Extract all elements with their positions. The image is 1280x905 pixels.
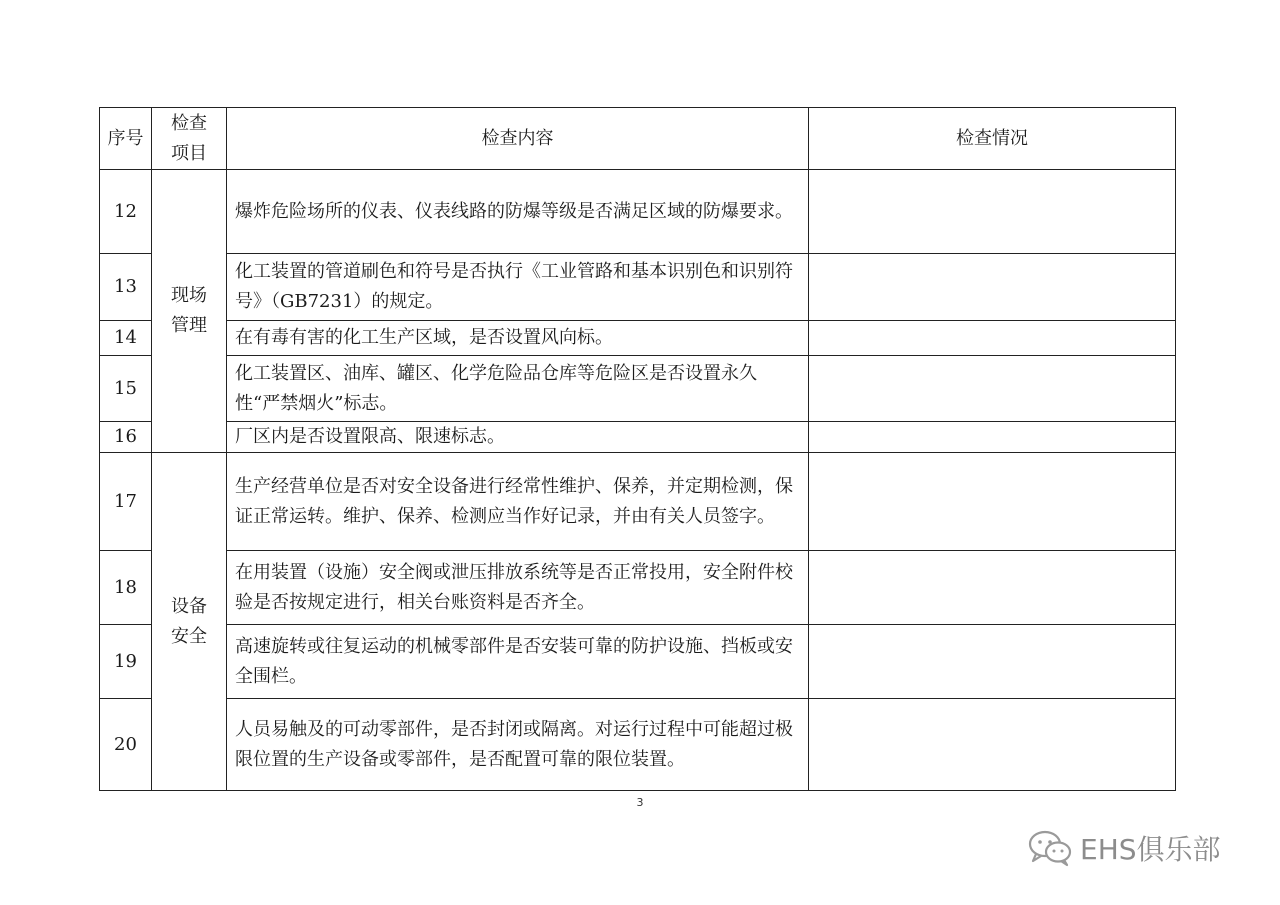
row-status <box>809 356 1176 422</box>
row-content: 爆炸危险场所的仪表、仪表线路的防爆等级是否满足区域的防爆要求。 <box>227 170 809 254</box>
row-status <box>809 453 1176 551</box>
table-row <box>100 422 1176 453</box>
row-status <box>809 170 1176 254</box>
row-status <box>809 422 1176 453</box>
row-content: 化工装置区、油库、罐区、化学危险品仓库等危险区是否设置永久性“严禁烟火”标志。 <box>227 356 809 422</box>
row-num: 15 <box>100 356 152 422</box>
wechat-icon <box>1028 829 1072 867</box>
row-content: 化工装置的管道刷色和符号是否执行《工业管路和基本识别色和识别符号》（GB7231）的规定。 <box>227 254 809 321</box>
header-num: 序号 <box>100 108 152 170</box>
table-row <box>100 699 1176 791</box>
watermark-text: EHS俱乐部 <box>1080 833 1221 866</box>
table-row <box>100 356 1176 422</box>
watermark <box>1028 826 1221 870</box>
row-num: 16 <box>100 422 152 453</box>
page-number: 3 <box>636 796 644 809</box>
category-cell: 设备 安全 <box>152 453 227 791</box>
row-status <box>809 551 1176 625</box>
row-num: 18 <box>100 551 152 625</box>
row-content: 人员易触及的可动零部件，是否封闭或隔离。对运行过程中可能超过极限位置的生产设备或零部件，是否配置可靠的限位装置。 <box>227 699 809 791</box>
row-status <box>809 321 1176 356</box>
row-status <box>809 254 1176 321</box>
row-status <box>809 625 1176 699</box>
inspection-table <box>99 107 1176 791</box>
row-num: 19 <box>100 625 152 699</box>
category-cell: 现场 管理 <box>152 170 227 453</box>
table-row <box>100 625 1176 699</box>
table-header-row <box>100 108 1176 170</box>
row-num: 13 <box>100 254 152 321</box>
row-content: 在用装置（设施）安全阀或泄压排放系统等是否正常投用，安全附件校验是否按规定进行，相关台账资料是否齐全。 <box>227 551 809 625</box>
table-row <box>100 170 1176 254</box>
row-num: 20 <box>100 699 152 791</box>
header-category: 检查 项目 <box>152 108 227 170</box>
table-row <box>100 453 1176 551</box>
table-row <box>100 551 1176 625</box>
row-content: 生产经营单位是否对安全设备进行经常性维护、保养，并定期检测，保证正常运转。维护、保养、检测应当作好记录，并由有关人员签字。 <box>227 453 809 551</box>
row-num: 17 <box>100 453 152 551</box>
header-status: 检查情况 <box>809 108 1176 170</box>
table-row <box>100 321 1176 356</box>
table-row <box>100 254 1176 321</box>
row-num: 14 <box>100 321 152 356</box>
row-content: 高速旋转或往复运动的机械零部件是否安装可靠的防护设施、挡板或安全围栏。 <box>227 625 809 699</box>
row-content: 厂区内是否设置限高、限速标志。 <box>227 422 809 453</box>
header-content: 检查内容 <box>227 108 809 170</box>
row-num: 12 <box>100 170 152 254</box>
row-status <box>809 699 1176 791</box>
row-content: 在有毒有害的化工生产区域，是否设置风向标。 <box>227 321 809 356</box>
